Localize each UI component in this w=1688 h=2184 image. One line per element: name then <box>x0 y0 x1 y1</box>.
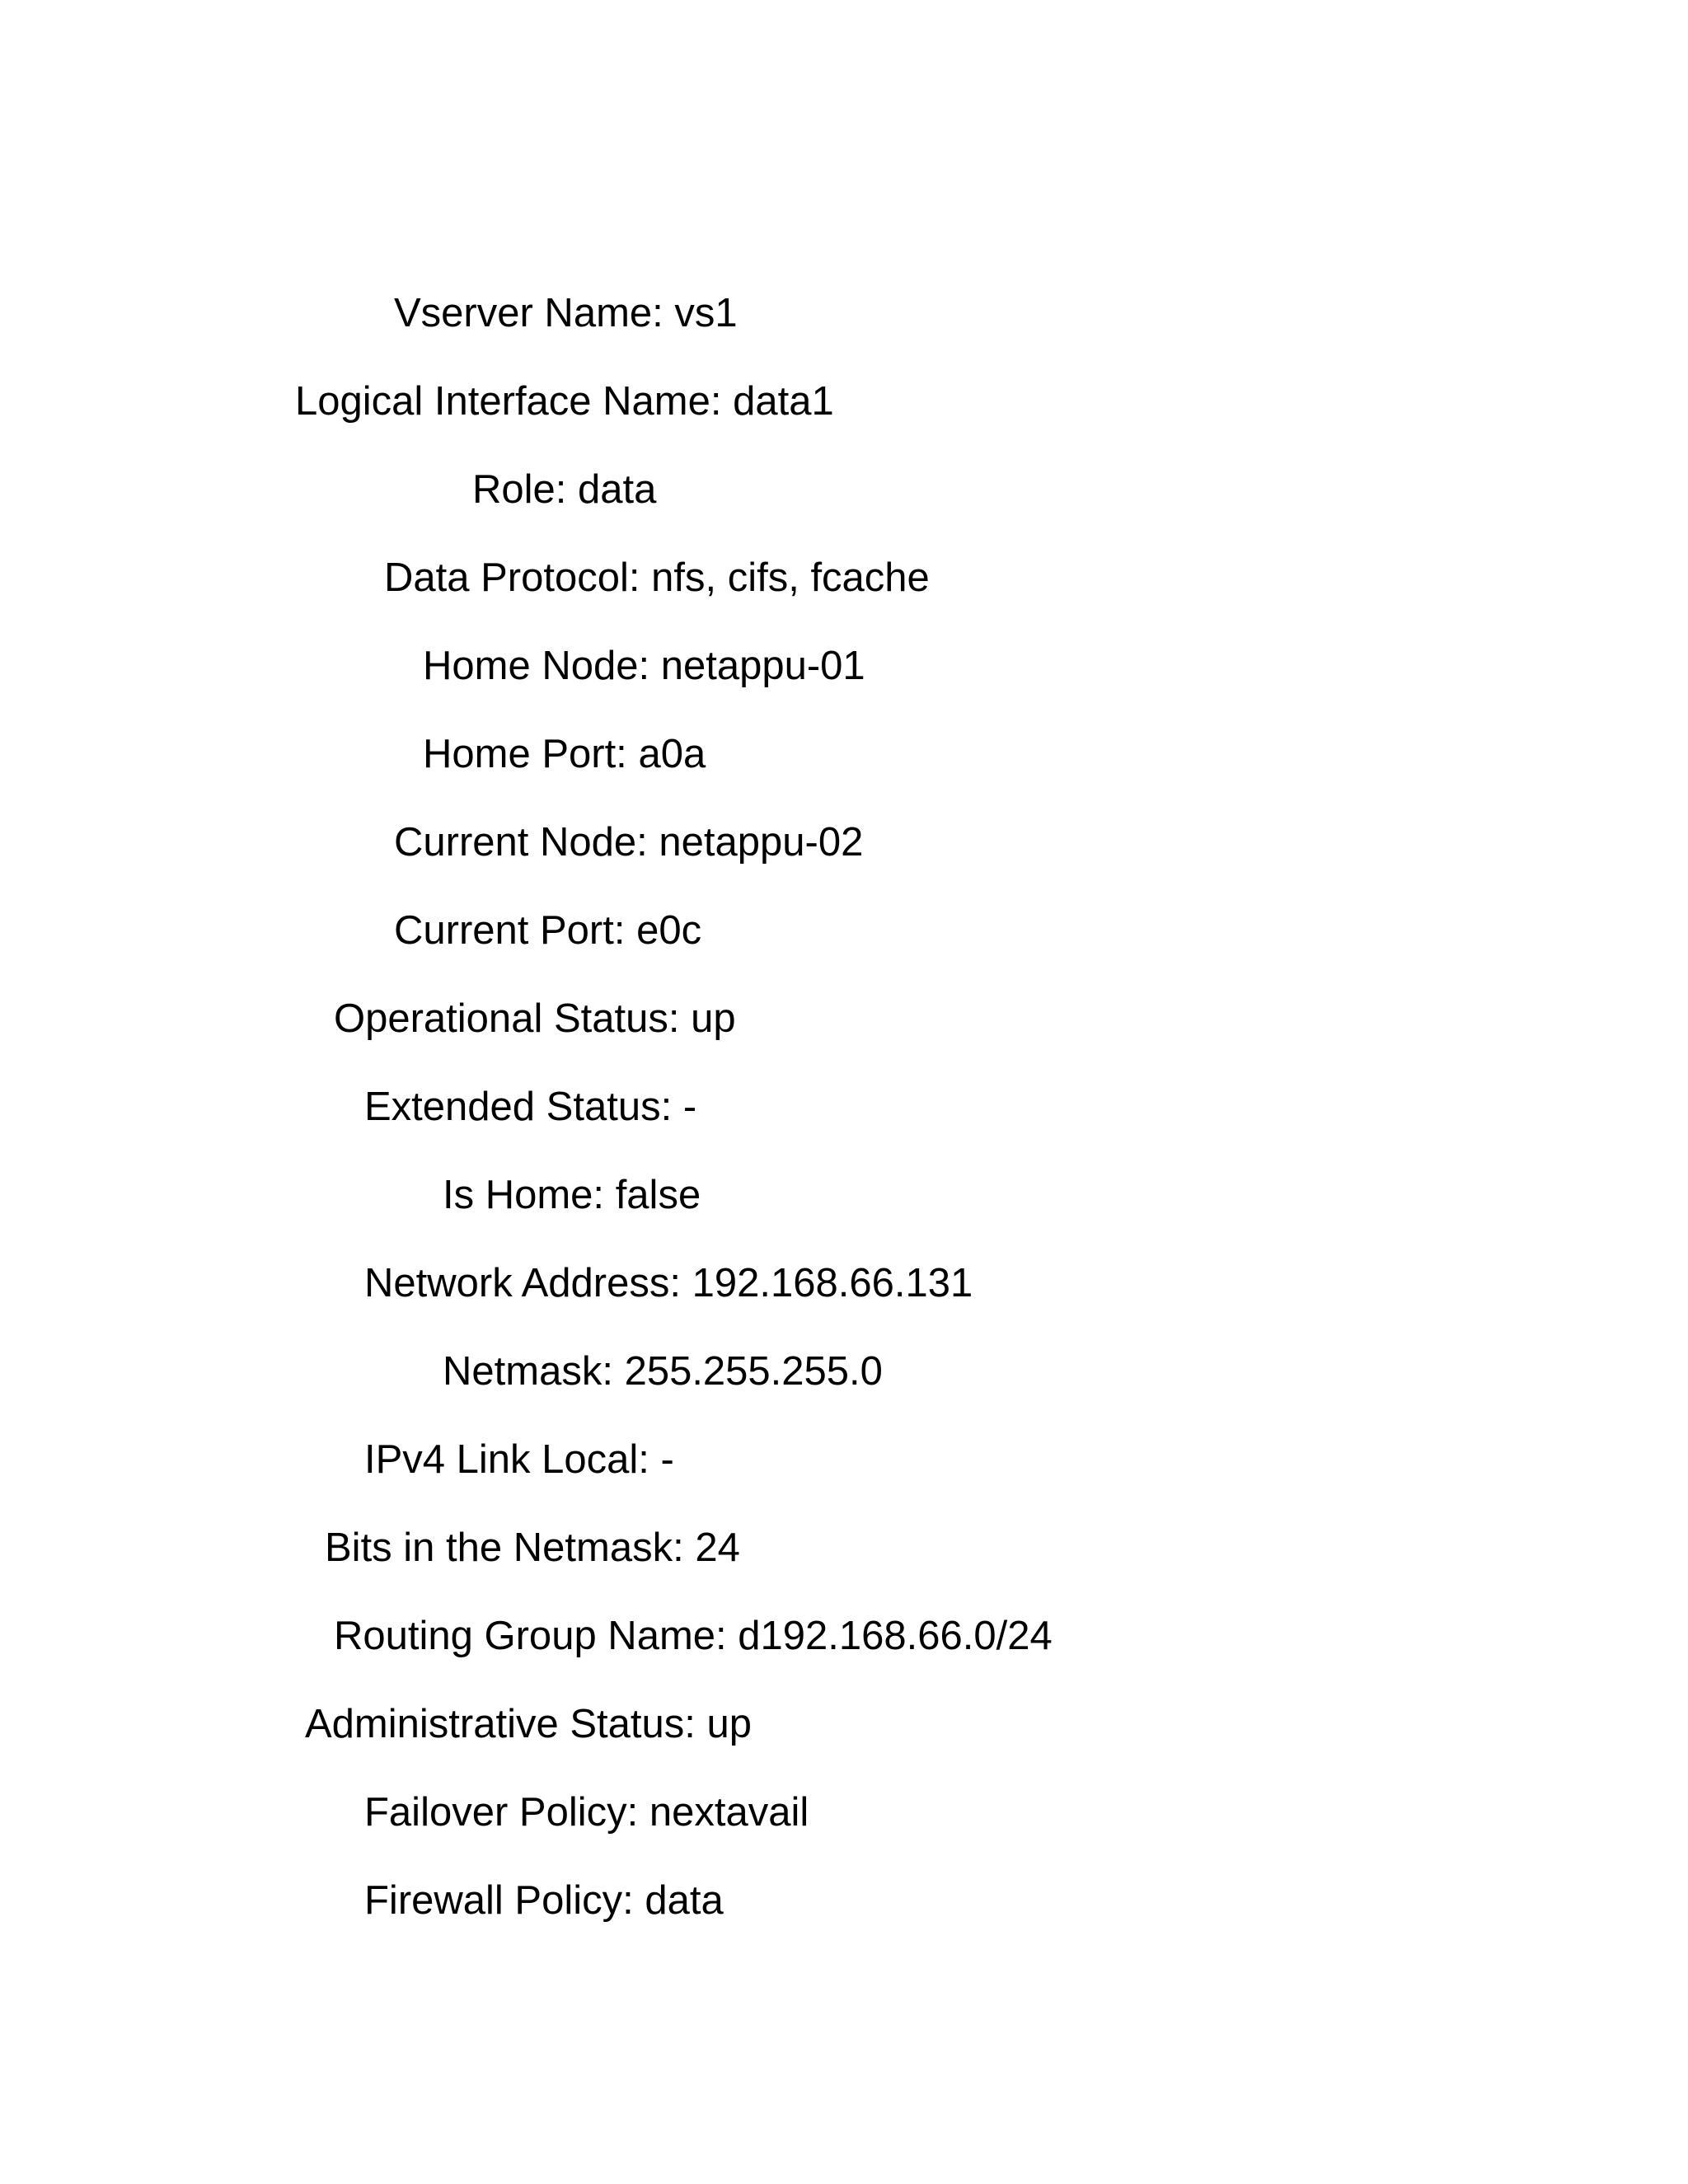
field-value: 24 <box>695 1526 740 1570</box>
field-label: Routing Group Name: <box>334 1614 727 1658</box>
field-value: netappu-02 <box>659 820 864 865</box>
field-label: Current Port: <box>394 908 626 953</box>
field-label: Administrative Status: <box>305 1702 696 1746</box>
field-label: Netmask: <box>443 1349 613 1394</box>
field-value: vs1 <box>674 291 738 335</box>
field-network-address <box>364 1258 973 1308</box>
field-value: up <box>691 996 736 1041</box>
field-bits-in-netmask <box>325 1523 740 1572</box>
field-administrative-status <box>305 1699 752 1749</box>
field-value: e0c <box>636 908 702 953</box>
field-home-node <box>423 641 865 691</box>
field-label: Role: <box>472 467 567 512</box>
field-value: nfs, cifs, fcache <box>651 555 930 600</box>
field-label: Network Address: <box>364 1261 681 1305</box>
field-value: a0a <box>638 732 706 776</box>
field-operational-status <box>334 994 736 1043</box>
field-current-node <box>394 818 863 867</box>
field-value: - <box>660 1437 674 1482</box>
field-data-protocol <box>384 553 930 602</box>
field-label: Home Port: <box>423 732 627 776</box>
field-is-home <box>443 1170 701 1220</box>
field-value: data <box>645 1878 724 1923</box>
field-logical-interface-name <box>295 377 834 426</box>
field-label: Bits in the Netmask: <box>325 1526 684 1570</box>
field-ipv4-link-local <box>364 1435 674 1484</box>
field-label: Current Node: <box>394 820 648 865</box>
field-extended-status <box>364 1082 696 1132</box>
field-home-port <box>423 729 706 779</box>
field-label: Vserver Name: <box>394 291 663 335</box>
field-label: Extended Status: <box>364 1085 673 1129</box>
field-value: - <box>682 1085 697 1129</box>
field-label: IPv4 Link Local: <box>364 1437 649 1482</box>
field-label: Logical Interface Name: <box>295 379 722 424</box>
field-routing-group-name <box>334 1611 1053 1661</box>
field-current-port <box>394 906 701 955</box>
field-label: Firewall Policy: <box>364 1878 634 1923</box>
field-value: nextavail <box>649 1790 809 1835</box>
field-value: false <box>615 1173 701 1217</box>
field-role <box>472 465 656 514</box>
field-netmask <box>443 1347 883 1396</box>
field-failover-policy <box>364 1788 809 1837</box>
field-firewall-policy <box>364 1876 724 1925</box>
field-label: Data Protocol: <box>384 555 640 600</box>
field-vserver-name <box>394 288 738 338</box>
field-label: Home Node: <box>423 644 650 688</box>
field-value: up <box>706 1702 752 1746</box>
field-label: Operational Status: <box>334 996 680 1041</box>
field-value: netappu-01 <box>660 644 865 688</box>
field-label: Failover Policy: <box>364 1790 639 1835</box>
field-value: data1 <box>733 379 834 424</box>
field-label: Is Home: <box>443 1173 605 1217</box>
field-value: data <box>578 467 657 512</box>
field-value: 255.255.255.0 <box>624 1349 883 1394</box>
field-value: 192.168.66.131 <box>692 1261 973 1305</box>
field-value: d192.168.66.0/24 <box>738 1614 1053 1658</box>
